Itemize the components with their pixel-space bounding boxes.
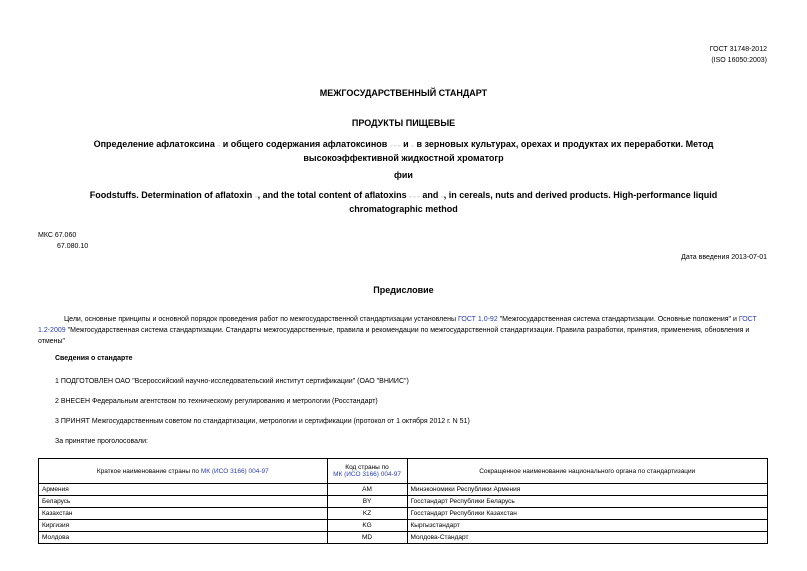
table-row [39,484,768,496]
info-item-2: 2 ВНЕСЕН Федеральным агентством по техническому регулированию и метрологии (Росстандарт) [55,398,378,405]
info-item-3: 3 ПРИНЯТ Межгосударственным советом по стандартизации, метрологии и сертификации (протокол от 1 октября 2012 г. N 51) [55,418,470,425]
gost-1-2-link-a[interactable]: ГОСТ [738,316,757,323]
col-country-text: Краткое наименование страны по [96,467,201,475]
iso-number: (ISO 16050:2003) [711,57,767,64]
ru-title-line3: фии [394,170,413,180]
en-title-part1: Foodstuffs. Determination of aflatoxin [89,190,253,200]
formula-placeholder: ▫▫ [217,143,221,148]
info-item-1: 1 ПОДГОТОВЛЕН ОАО "Всероссийский научно-исследовательский институт сертификации" (ОАО "ВНИИС") [55,378,409,385]
body-cell: Минэкономики Республики Армения [407,484,768,496]
code-cell: AM [327,484,407,496]
foreword-paragraph [38,314,768,347]
code-cell: KG [327,520,407,532]
ru-title-part1: Определение афлатоксина [93,139,215,149]
foreword-title: Предисловие [373,285,434,295]
foreword-text-b: "Межгосударственная система стандартизации. Основные положения" и [497,316,739,323]
table-row [39,496,768,508]
russian-title [40,138,767,164]
country-cell: Казахстан [39,508,328,520]
table-header-row [39,459,768,484]
voted-label: За принятие проголосовали: [55,438,148,445]
col-code-text: Код страны по [345,464,389,471]
formula-placeholder: ▫▫ [254,194,258,199]
mks-code-1: МКС 67.060 [38,232,77,239]
en-title-and: and [422,190,439,200]
intro-date: Дата введения 2013-07-01 [681,254,767,261]
foreword-text-a: Цели, основные принципы и основной порядок проведения работ по межгосударственной стандартизации установлены [64,316,458,323]
body-cell: Кыргызстандарт [407,520,768,532]
ru-title-part2: и общего содержания афлатоксинов [222,139,388,149]
foreword-text-c: "Межгосударственная система стандартизации. Стандарты межгосударственные, правила и рекомендации по межгосударственной стандартизации. Правила разработки, принятия, применения, обновления и [65,327,750,334]
formula-placeholder: ▫▫ [411,143,414,148]
gost-number: ГОСТ 31748-2012 [709,46,767,53]
voting-countries-table [38,458,768,544]
en-title-line2: chromatographic method [349,204,458,214]
formula-placeholder: ▫▫ [440,194,444,199]
col-code-link[interactable]: МК (ИСО 3166) 004-97 [333,471,402,478]
standard-info-title: Сведения о стандарте [55,355,133,362]
en-title-part2: , and the total content of aflatoxins [257,190,407,200]
ru-title-line2: высокоэффективной жидкостной хроматогр [303,153,504,163]
body-cell: Молдова-Стандарт [407,532,768,544]
table-row [39,520,768,532]
body-cell: Госстандарт Республики Беларусь [407,496,768,508]
product-title: ПРОДУКТЫ ПИЩЕВЫЕ [351,118,456,128]
col-country-header [39,459,328,484]
code-cell: KZ [327,508,407,520]
code-cell: BY [327,496,407,508]
country-cell: Киргизия [39,520,328,532]
mks-code-2: 67.080.10 [57,243,89,250]
col-body-header: Сокращенное наименование национального органа по стандартизации [407,459,768,484]
gost-1-0-link[interactable]: ГОСТ 1.0-92 [457,316,498,323]
ru-title-part3: в зерновых культурах, орехах и продуктах их переработки. Метод [416,139,714,149]
country-cell: Армения [39,484,328,496]
gost-1-2-link-b[interactable]: 1.2-2009 [38,327,66,334]
table-row [39,508,768,520]
body-cell: Госстандарт Республики Казахстан [407,508,768,520]
col-country-link[interactable]: МК (ИСО 3166) 004-97 [200,467,269,475]
country-cell: Беларусь [39,496,328,508]
foreword-text-d: отмены" [38,338,66,345]
code-cell: MD [327,532,407,544]
col-code-header [327,459,407,484]
country-cell: Молдова [39,532,328,544]
en-title-part3: , in cereals, nuts and derived products. High-performance liquid [443,190,718,200]
ru-title-and: и [403,139,409,149]
formula-placeholder: ▫▫ ▫▫ ▫▫ [389,143,401,148]
table-row [39,532,768,544]
english-title [40,189,767,215]
interstate-standard-heading: МЕЖГОСУДАРСТВЕННЫЙ СТАНДАРТ [319,88,488,98]
formula-placeholder: ▫▫ ▫▫ ▫▫ [409,194,420,199]
